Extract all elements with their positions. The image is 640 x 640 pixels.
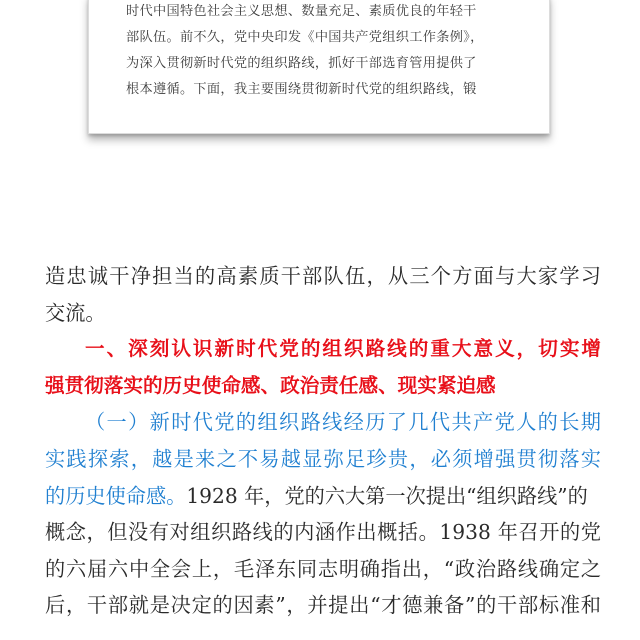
body-line-6: 后，干部就是决定的因素”，并提出“才德兼备”的干部标准和	[45, 593, 601, 618]
subsection-heading-line-2: 实践探索，越是来之不易越显弥足珍贵，必须增强贯彻落实	[45, 446, 601, 471]
body-line-5: 的六届六中全会上，毛泽东同志明确指出，“政治路线确定之	[45, 556, 601, 581]
body-line-4: 概念，但没有对组织路线的内涵作出概括。1938 年召开的党	[45, 520, 601, 545]
subsection-heading-end: 的历史使命感。	[45, 483, 187, 508]
intro-line-1: 造忠诚干净担当的高素质干部队伍，从三个方面与大家学习	[45, 264, 601, 288]
section-heading-line-1: 一、深刻认识新时代党的组织路线的重大意义，切实增	[85, 337, 601, 361]
card-line-1: 时代中国特色社会主义思想、数量充足、素质优良的年轻干	[126, 4, 477, 19]
intro-line-2: 交流。	[45, 300, 106, 325]
mixed-line-3	[45, 478, 601, 515]
card-line-3: 为深入贯彻新时代党的组织路线，抓好干部选育管用提供了	[126, 56, 477, 71]
card-line-2: 部队伍。前不久，党中央印发《中国共产党组织工作条例》，	[126, 30, 484, 45]
section-heading-line-2: 强贯彻落实的历史使命感、政治责任感、现实紧迫感	[45, 373, 496, 397]
document-image-card	[88, 0, 550, 134]
card-line-4: 根本遵循。下面，我主要围绕贯彻新时代党的组织路线，锻	[126, 82, 477, 97]
subsection-heading-line-1: （一）新时代党的组织路线经历了几代共产党人的长期	[85, 410, 601, 435]
body-text-start: 1928 年，党的六大第一次提出“组织路线”的	[186, 483, 588, 508]
card-text-block	[126, 0, 522, 103]
article-body	[45, 258, 601, 624]
